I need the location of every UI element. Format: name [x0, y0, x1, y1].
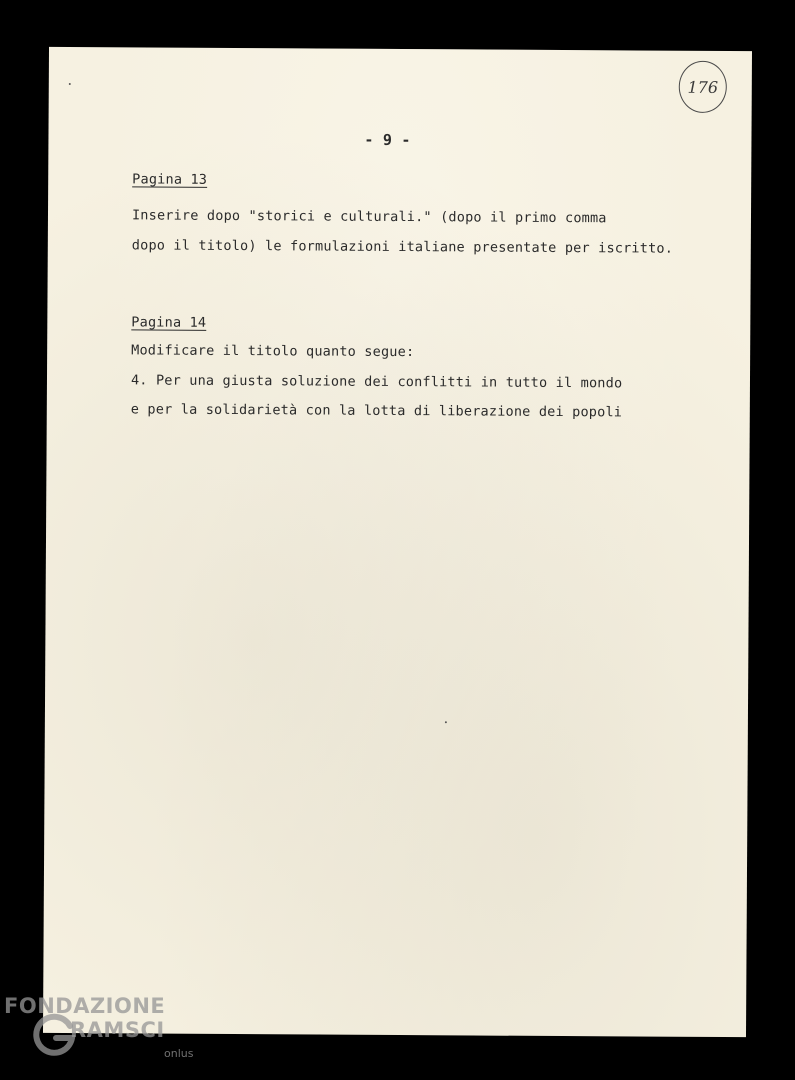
section-heading-pagina-14: Pagina 14 [131, 314, 207, 331]
section-heading-pagina-13: Pagina 13 [132, 171, 208, 188]
body-line: Modificare il titolo quanto segue: [131, 342, 415, 361]
body-line: 4. Per una giusta soluzione dei conflitti in tutto il mondo [130, 372, 623, 392]
watermark-line-2: RAMSCI [70, 1018, 165, 1042]
body-line: e per la solidarietà con la lotta di liberazione dei popoli [130, 401, 623, 421]
archive-stamp: 176 [679, 61, 727, 113]
body-line: dopo il titolo) le formulazioni italiane presentate per iscritto. [131, 237, 674, 257]
page-number: - 9 - [364, 130, 411, 150]
paper-speck [69, 83, 71, 85]
fondazione-gramsci-watermark [4, 992, 204, 1072]
typewritten-page [43, 47, 752, 1037]
paper-speck [445, 721, 447, 723]
watermark-line-3: onlus [164, 1047, 194, 1060]
body-line: Inserire dopo "storici e culturali." (dopo il primo comma [131, 207, 607, 227]
watermark-line-1: FONDAZIONE [4, 994, 166, 1018]
